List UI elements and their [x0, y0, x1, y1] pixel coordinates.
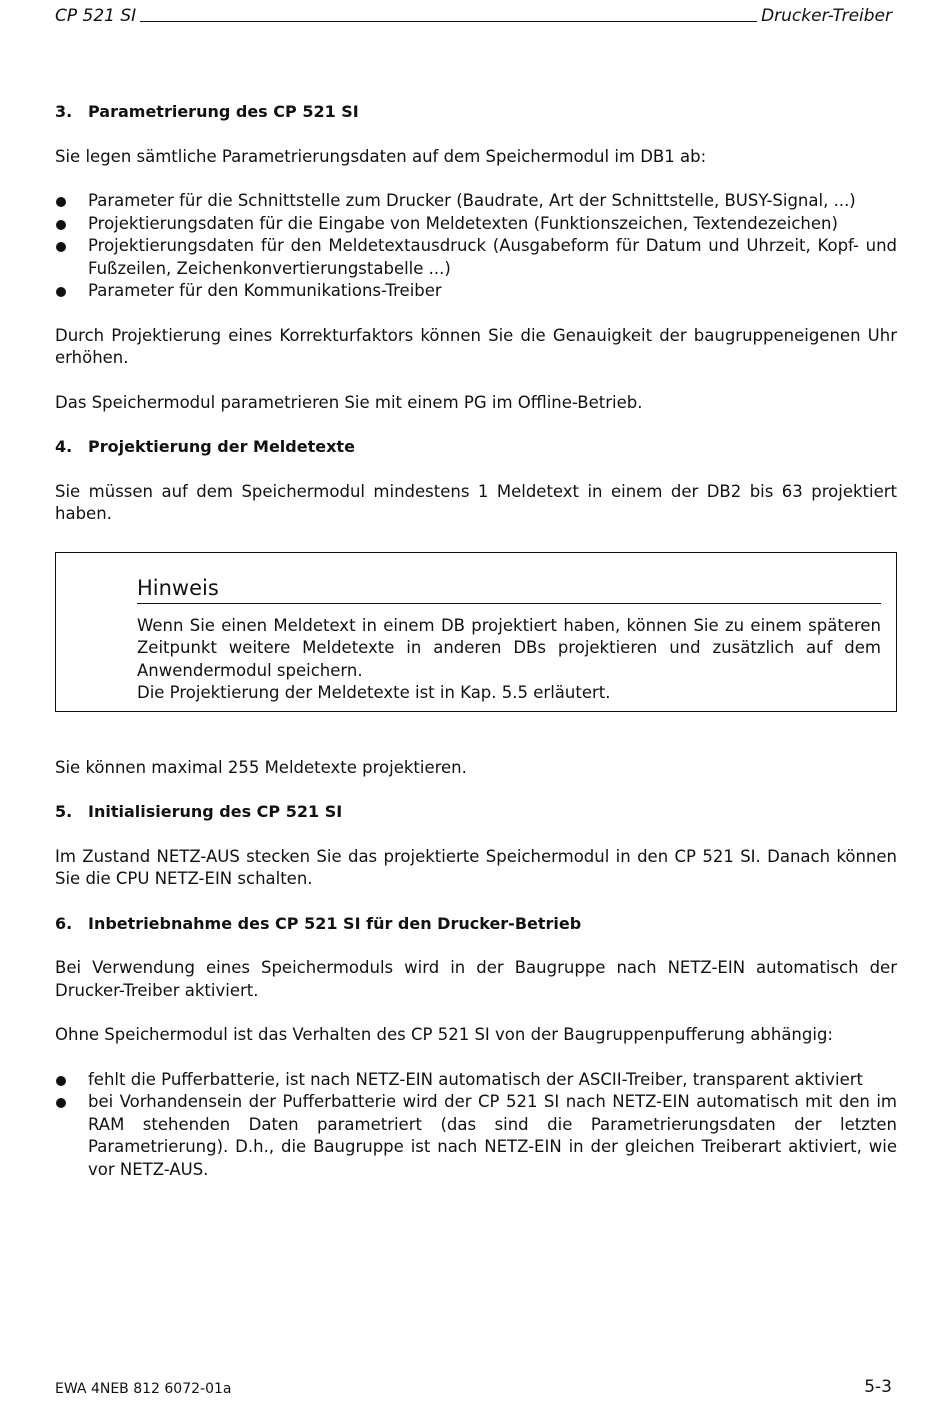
section-6-heading [55, 913, 897, 936]
bullet-icon [56, 242, 66, 252]
footer-document-number: EWA 4NEB 812 6072-01a [55, 1381, 232, 1397]
section-4-paragraph: Sie können maximal 255 Meldetexte projektieren. [55, 757, 467, 777]
section-4-paragraph: Sie müssen auf dem Speichermodul mindestens 1 Meldetext in einem der DB2 bis 63 projektiert haben. [55, 481, 897, 523]
note-title: Hinweis [137, 573, 881, 604]
main-content [55, 101, 897, 1181]
note-text: Die Projektierung der Meldetexte ist in Kap. 5.5 erläutert. [137, 683, 611, 702]
bullet-icon [56, 287, 66, 297]
section-title: Parametrierung des CP 521 SI [88, 102, 359, 121]
bullet-icon [56, 1076, 66, 1086]
section-title: Projektierung der Meldetexte [88, 437, 355, 456]
section-number: 6. [55, 913, 73, 933]
section-6-bullet-list [55, 1069, 897, 1182]
section-5-paragraph: Im Zustand NETZ-AUS stecken Sie das projektierte Speichermodul in den CP 521 SI. Danach können Sie die CPU NETZ-EIN schalten. [55, 846, 897, 888]
section-3-paragraph: Durch Projektierung eines Korrekturfaktors können Sie die Genauigkeit der baugruppeneigenen Uhr erhöhen. [55, 325, 897, 367]
section-number: 3. [55, 102, 73, 121]
header-rule [140, 21, 757, 22]
section-3-bullet-list [55, 190, 897, 303]
section-3-intro: Sie legen sämtliche Parametrierungsdaten auf dem Speichermodul im DB1 ab: [55, 146, 707, 166]
list-item: fehlt die Pufferbatterie, ist nach NETZ-EIN automatisch der ASCII-Treiber, transparent aktiviert [55, 1069, 897, 1092]
section-title: Inbetriebnahme des CP 521 SI für den Drucker-Betrieb [88, 913, 582, 933]
section-5-heading [55, 801, 897, 824]
footer-page-number: 5-3 [864, 1377, 892, 1397]
header-chapter-title: Drucker-Treiber [761, 6, 892, 26]
list-item: Parameter für den Kommunikations-Treiber [55, 280, 897, 303]
list-item: Projektierungsdaten für den Meldetextausdruck (Ausgabeform für Datum und Uhrzeit, Kopf- und Fußzeilen, Zeichenkonvertierungstabelle ...) [55, 235, 897, 280]
bullet-icon [56, 1098, 66, 1108]
bullet-icon [56, 197, 66, 207]
note-box [55, 552, 897, 712]
list-item: Parameter für die Schnittstelle zum Drucker (Baudrate, Art der Schnittstelle, BUSY-Signal, ...) [55, 190, 897, 213]
list-item: Projektierungsdaten für die Eingabe von Meldetexten (Funktionszeichen, Textendezeichen) [55, 213, 897, 236]
bullet-icon [56, 220, 66, 230]
section-6-paragraph: Bei Verwendung eines Speichermoduls wird in der Baugruppe nach NETZ-EIN automatisch der Drucker-Treiber aktiviert. [55, 958, 897, 1000]
section-title: Initialisierung des CP 521 SI [88, 802, 343, 821]
section-number: 4. [55, 437, 73, 456]
section-number: 5. [55, 802, 73, 821]
header-product-name: CP 521 SI [55, 6, 137, 26]
note-text: Wenn Sie einen Meldetext in einem DB projektiert haben, können Sie zu einem späteren Zeitpunkt weitere Meldetexte in anderen DBs projektieren und zusätzlich auf dem Anwendermodul speichern. [137, 615, 881, 680]
running-header [55, 0, 892, 26]
section-3-paragraph: Das Speichermodul parametrieren Sie mit einem PG im Offline-Betrieb. [55, 392, 643, 412]
section-6-paragraph: Ohne Speichermodul ist das Verhalten des CP 521 SI von der Baugruppenpufferung abhängig: [55, 1025, 833, 1044]
section-4-heading [55, 436, 897, 459]
list-item: bei Vorhandensein der Pufferbatterie wird der CP 521 SI nach NETZ-EIN automatisch mit den im RAM stehenden Daten parametriert (das sind die Parametrierungsdaten der letzten Parametrierung). D.h., die Baugruppe ist nach NETZ-EIN in der gleichen Treiberart aktiviert, wie vor NETZ-AUS. [55, 1091, 897, 1181]
section-3-heading [55, 101, 897, 124]
